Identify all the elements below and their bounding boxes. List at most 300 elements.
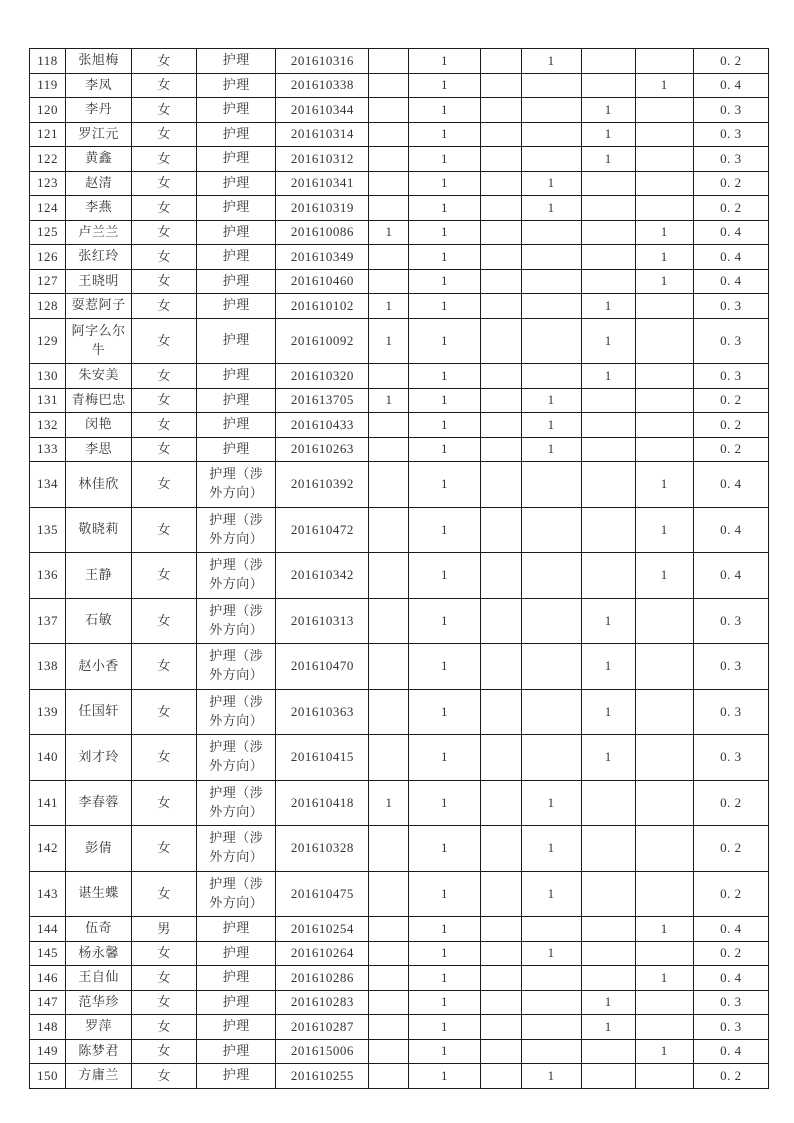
major-text: 护理（涉外方向） <box>209 784 264 819</box>
cell-row-number: 142 <box>30 826 66 872</box>
major-text: 护理 <box>222 969 250 985</box>
cell-major <box>197 122 276 147</box>
major-text: 护理 <box>222 52 250 68</box>
cell-mark-2: 1 <box>409 245 480 270</box>
major-text: 护理 <box>222 125 250 141</box>
cell-name <box>66 245 132 270</box>
cell-row-number: 123 <box>30 171 66 196</box>
cell-mark-5: 1 <box>581 735 635 781</box>
cell-mark-5 <box>581 966 635 991</box>
cell-mark-2: 1 <box>409 966 480 991</box>
cell-mark-1 <box>369 1064 409 1089</box>
cell-mark-2: 1 <box>409 98 480 123</box>
cell-mark-3 <box>480 294 521 319</box>
cell-name <box>66 269 132 294</box>
cell-row-number: 138 <box>30 644 66 690</box>
cell-major <box>197 269 276 294</box>
cell-gender: 女 <box>132 98 197 123</box>
cell-mark-2: 1 <box>409 122 480 147</box>
cell-student-id: 201610286 <box>276 966 369 991</box>
major-text: 护理 <box>222 199 250 215</box>
cell-mark-6 <box>635 98 693 123</box>
cell-row-number: 140 <box>30 735 66 781</box>
cell-mark-6 <box>635 388 693 413</box>
table-row <box>30 269 769 294</box>
cell-mark-5 <box>581 73 635 98</box>
cell-name <box>66 966 132 991</box>
cell-score: 0. 3 <box>693 598 768 644</box>
table-body <box>30 49 769 1089</box>
cell-mark-1 <box>369 73 409 98</box>
cell-mark-1: 1 <box>369 780 409 826</box>
cell-mark-6 <box>635 990 693 1015</box>
cell-mark-2: 1 <box>409 1064 480 1089</box>
cell-mark-5: 1 <box>581 598 635 644</box>
cell-student-id: 201610341 <box>276 171 369 196</box>
cell-mark-2: 1 <box>409 735 480 781</box>
cell-mark-5 <box>581 388 635 413</box>
cell-mark-2: 1 <box>409 917 480 942</box>
cell-gender: 女 <box>132 462 197 508</box>
cell-mark-4 <box>521 1039 581 1064</box>
cell-mark-4: 1 <box>521 871 581 917</box>
cell-mark-3 <box>480 437 521 462</box>
cell-name <box>66 364 132 389</box>
cell-mark-5 <box>581 462 635 508</box>
cell-gender: 女 <box>132 437 197 462</box>
cell-student-id: 201610418 <box>276 780 369 826</box>
cell-mark-2: 1 <box>409 1039 480 1064</box>
cell-mark-6 <box>635 294 693 319</box>
name-text: 卢兰兰 <box>78 223 119 239</box>
cell-mark-6 <box>635 826 693 872</box>
cell-major <box>197 413 276 438</box>
cell-row-number: 130 <box>30 364 66 389</box>
major-text: 护理 <box>222 440 250 456</box>
table-row <box>30 196 769 221</box>
cell-major <box>197 966 276 991</box>
cell-major <box>197 220 276 245</box>
cell-row-number: 134 <box>30 462 66 508</box>
cell-name <box>66 413 132 438</box>
cell-row-number: 135 <box>30 507 66 553</box>
cell-mark-6 <box>635 196 693 221</box>
cell-mark-6: 1 <box>635 73 693 98</box>
cell-mark-5 <box>581 196 635 221</box>
cell-mark-3 <box>480 388 521 413</box>
cell-major <box>197 1039 276 1064</box>
cell-mark-4: 1 <box>521 196 581 221</box>
cell-mark-2: 1 <box>409 507 480 553</box>
cell-mark-5 <box>581 413 635 438</box>
cell-score: 0. 3 <box>693 364 768 389</box>
cell-mark-3 <box>480 1064 521 1089</box>
table-row <box>30 122 769 147</box>
cell-mark-4 <box>521 98 581 123</box>
cell-major <box>197 553 276 599</box>
cell-name <box>66 990 132 1015</box>
cell-mark-2: 1 <box>409 196 480 221</box>
cell-major <box>197 780 276 826</box>
cell-name <box>66 196 132 221</box>
cell-mark-1 <box>369 1015 409 1040</box>
cell-major <box>197 245 276 270</box>
cell-row-number: 127 <box>30 269 66 294</box>
cell-student-id: 201615006 <box>276 1039 369 1064</box>
cell-student-id: 201610338 <box>276 73 369 98</box>
cell-mark-4 <box>521 689 581 735</box>
table-row <box>30 73 769 98</box>
cell-mark-3 <box>480 966 521 991</box>
cell-gender: 女 <box>132 1064 197 1089</box>
name-text: 伍奇 <box>85 920 113 936</box>
cell-mark-4 <box>521 735 581 781</box>
cell-mark-1: 1 <box>369 294 409 319</box>
table-row <box>30 553 769 599</box>
cell-mark-3 <box>480 364 521 389</box>
name-text: 王自仙 <box>78 969 119 985</box>
cell-name <box>66 462 132 508</box>
cell-student-id: 201613705 <box>276 388 369 413</box>
major-text: 护理 <box>222 416 250 432</box>
table-row <box>30 462 769 508</box>
major-text: 护理 <box>222 297 250 313</box>
cell-student-id: 201610363 <box>276 689 369 735</box>
cell-mark-6 <box>635 122 693 147</box>
cell-mark-5 <box>581 1064 635 1089</box>
cell-gender: 女 <box>132 966 197 991</box>
cell-mark-5: 1 <box>581 1015 635 1040</box>
cell-mark-2: 1 <box>409 826 480 872</box>
cell-mark-1 <box>369 122 409 147</box>
cell-row-number: 148 <box>30 1015 66 1040</box>
cell-mark-3 <box>480 269 521 294</box>
cell-row-number: 147 <box>30 990 66 1015</box>
cell-score: 0. 2 <box>693 388 768 413</box>
cell-student-id: 201610264 <box>276 941 369 966</box>
cell-mark-4 <box>521 269 581 294</box>
name-text: 范华珍 <box>78 993 119 1009</box>
cell-mark-1 <box>369 871 409 917</box>
cell-major <box>197 73 276 98</box>
cell-mark-1 <box>369 437 409 462</box>
cell-mark-1: 1 <box>369 220 409 245</box>
major-text: 护理 <box>222 248 250 264</box>
table-row <box>30 388 769 413</box>
cell-mark-3 <box>480 780 521 826</box>
table-row <box>30 689 769 735</box>
table-row <box>30 871 769 917</box>
cell-mark-3 <box>480 689 521 735</box>
cell-major <box>197 941 276 966</box>
student-roster-table <box>29 48 769 1089</box>
cell-gender: 女 <box>132 644 197 690</box>
cell-major <box>197 462 276 508</box>
cell-score: 0. 4 <box>693 966 768 991</box>
cell-mark-2: 1 <box>409 318 480 364</box>
cell-major <box>197 1064 276 1089</box>
table-row <box>30 220 769 245</box>
cell-mark-5 <box>581 780 635 826</box>
cell-student-id: 201610092 <box>276 318 369 364</box>
cell-name <box>66 49 132 74</box>
cell-gender: 女 <box>132 122 197 147</box>
major-text: 护理 <box>222 150 250 166</box>
cell-mark-1 <box>369 966 409 991</box>
cell-major <box>197 826 276 872</box>
cell-student-id: 201610344 <box>276 98 369 123</box>
cell-mark-3 <box>480 171 521 196</box>
cell-row-number: 146 <box>30 966 66 991</box>
cell-mark-6: 1 <box>635 245 693 270</box>
cell-mark-4 <box>521 990 581 1015</box>
name-text: 石敏 <box>85 612 113 628</box>
major-text: 护理 <box>222 76 250 92</box>
cell-mark-1 <box>369 269 409 294</box>
cell-score: 0. 4 <box>693 269 768 294</box>
cell-mark-5: 1 <box>581 294 635 319</box>
table-row <box>30 644 769 690</box>
table-row <box>30 98 769 123</box>
major-text: 护理（涉外方向） <box>209 830 264 865</box>
cell-mark-2: 1 <box>409 147 480 172</box>
cell-row-number: 125 <box>30 220 66 245</box>
cell-mark-3 <box>480 871 521 917</box>
cell-mark-4: 1 <box>521 1064 581 1089</box>
cell-student-id: 201610349 <box>276 245 369 270</box>
table-row <box>30 780 769 826</box>
cell-name <box>66 826 132 872</box>
cell-row-number: 137 <box>30 598 66 644</box>
table-row <box>30 990 769 1015</box>
cell-mark-4 <box>521 598 581 644</box>
cell-mark-2: 1 <box>409 437 480 462</box>
table-row <box>30 941 769 966</box>
cell-row-number: 119 <box>30 73 66 98</box>
cell-mark-3 <box>480 826 521 872</box>
cell-mark-4 <box>521 294 581 319</box>
cell-major <box>197 1015 276 1040</box>
table-row <box>30 917 769 942</box>
cell-major <box>197 507 276 553</box>
cell-mark-2: 1 <box>409 780 480 826</box>
cell-row-number: 136 <box>30 553 66 599</box>
cell-gender: 女 <box>132 689 197 735</box>
cell-student-id: 201610470 <box>276 644 369 690</box>
name-text: 刘才玲 <box>78 748 119 764</box>
table-row <box>30 437 769 462</box>
cell-mark-1 <box>369 826 409 872</box>
cell-mark-2: 1 <box>409 644 480 690</box>
major-text: 护理（涉外方向） <box>209 875 264 910</box>
cell-row-number: 128 <box>30 294 66 319</box>
cell-mark-5: 1 <box>581 147 635 172</box>
cell-mark-1 <box>369 364 409 389</box>
cell-row-number: 131 <box>30 388 66 413</box>
cell-mark-2: 1 <box>409 462 480 508</box>
major-text: 护理 <box>222 223 250 239</box>
cell-gender: 女 <box>132 269 197 294</box>
cell-score: 0. 3 <box>693 644 768 690</box>
cell-mark-1 <box>369 507 409 553</box>
cell-student-id: 201610312 <box>276 147 369 172</box>
cell-student-id: 201610254 <box>276 917 369 942</box>
table-row <box>30 507 769 553</box>
cell-mark-2: 1 <box>409 598 480 644</box>
cell-gender: 女 <box>132 294 197 319</box>
table-row <box>30 735 769 781</box>
cell-score: 0. 3 <box>693 98 768 123</box>
cell-mark-5 <box>581 917 635 942</box>
cell-mark-5 <box>581 826 635 872</box>
cell-mark-6 <box>635 364 693 389</box>
cell-student-id: 201610472 <box>276 507 369 553</box>
cell-row-number: 129 <box>30 318 66 364</box>
cell-major <box>197 49 276 74</box>
cell-row-number: 150 <box>30 1064 66 1089</box>
cell-mark-6 <box>635 689 693 735</box>
cell-name <box>66 689 132 735</box>
cell-student-id: 201610316 <box>276 49 369 74</box>
cell-score: 0. 4 <box>693 73 768 98</box>
cell-mark-3 <box>480 220 521 245</box>
cell-mark-3 <box>480 644 521 690</box>
cell-major <box>197 598 276 644</box>
cell-mark-1 <box>369 644 409 690</box>
cell-score: 0. 2 <box>693 171 768 196</box>
major-text: 护理 <box>222 367 250 383</box>
cell-row-number: 143 <box>30 871 66 917</box>
cell-major <box>197 318 276 364</box>
cell-mark-2: 1 <box>409 171 480 196</box>
cell-student-id: 201610255 <box>276 1064 369 1089</box>
cell-mark-4 <box>521 462 581 508</box>
cell-row-number: 144 <box>30 917 66 942</box>
table-row <box>30 171 769 196</box>
cell-mark-3 <box>480 122 521 147</box>
name-text: 李凤 <box>85 76 113 92</box>
cell-mark-3 <box>480 462 521 508</box>
name-text: 任国轩 <box>78 703 119 719</box>
name-text: 罗萍 <box>85 1018 113 1034</box>
name-text: 闵艳 <box>85 416 113 432</box>
cell-score: 0. 2 <box>693 941 768 966</box>
cell-mark-6: 1 <box>635 507 693 553</box>
cell-mark-5: 1 <box>581 644 635 690</box>
cell-student-id: 201610460 <box>276 269 369 294</box>
table-row <box>30 1064 769 1089</box>
cell-mark-3 <box>480 553 521 599</box>
cell-mark-3 <box>480 413 521 438</box>
cell-mark-4 <box>521 318 581 364</box>
cell-name <box>66 941 132 966</box>
cell-gender: 女 <box>132 318 197 364</box>
cell-mark-6 <box>635 644 693 690</box>
name-text: 敬晓莉 <box>78 521 119 537</box>
cell-mark-4 <box>521 364 581 389</box>
cell-mark-4: 1 <box>521 826 581 872</box>
cell-mark-1: 1 <box>369 318 409 364</box>
cell-gender: 女 <box>132 941 197 966</box>
table-row <box>30 826 769 872</box>
cell-mark-5: 1 <box>581 990 635 1015</box>
cell-major <box>197 388 276 413</box>
cell-mark-2: 1 <box>409 990 480 1015</box>
cell-mark-6: 1 <box>635 1039 693 1064</box>
name-text: 黄鑫 <box>85 150 113 166</box>
cell-major <box>197 196 276 221</box>
cell-mark-6 <box>635 413 693 438</box>
major-text: 护理（涉外方向） <box>209 466 264 501</box>
cell-mark-5: 1 <box>581 689 635 735</box>
cell-mark-2: 1 <box>409 941 480 966</box>
cell-mark-5 <box>581 220 635 245</box>
table-row <box>30 294 769 319</box>
cell-score: 0. 2 <box>693 1064 768 1089</box>
cell-mark-5: 1 <box>581 364 635 389</box>
cell-gender: 女 <box>132 1015 197 1040</box>
cell-mark-1 <box>369 689 409 735</box>
name-text: 张旭梅 <box>78 52 119 68</box>
cell-mark-2: 1 <box>409 1015 480 1040</box>
cell-mark-4 <box>521 122 581 147</box>
cell-major <box>197 917 276 942</box>
cell-name <box>66 735 132 781</box>
cell-score: 0. 4 <box>693 1039 768 1064</box>
cell-mark-4: 1 <box>521 171 581 196</box>
cell-name <box>66 437 132 462</box>
cell-name <box>66 507 132 553</box>
name-text: 朱安美 <box>78 367 119 383</box>
cell-name <box>66 122 132 147</box>
cell-mark-3 <box>480 73 521 98</box>
cell-major <box>197 294 276 319</box>
cell-student-id: 201610342 <box>276 553 369 599</box>
cell-mark-6 <box>635 147 693 172</box>
cell-score: 0. 3 <box>693 147 768 172</box>
major-text: 护理 <box>222 272 250 288</box>
major-text: 护理（涉外方向） <box>209 511 264 546</box>
table-row <box>30 1015 769 1040</box>
cell-mark-1 <box>369 171 409 196</box>
cell-score: 0. 3 <box>693 1015 768 1040</box>
cell-mark-4 <box>521 917 581 942</box>
cell-name <box>66 98 132 123</box>
cell-mark-5 <box>581 941 635 966</box>
cell-mark-5 <box>581 245 635 270</box>
cell-mark-1 <box>369 941 409 966</box>
cell-score: 0. 3 <box>693 735 768 781</box>
cell-student-id: 201610415 <box>276 735 369 781</box>
cell-name <box>66 644 132 690</box>
cell-name <box>66 388 132 413</box>
cell-gender: 女 <box>132 1039 197 1064</box>
name-text: 李丹 <box>85 101 113 117</box>
major-text: 护理 <box>222 944 250 960</box>
cell-mark-6 <box>635 941 693 966</box>
cell-row-number: 118 <box>30 49 66 74</box>
cell-mark-5 <box>581 437 635 462</box>
cell-mark-5 <box>581 507 635 553</box>
major-text: 护理 <box>222 101 250 117</box>
table-row <box>30 413 769 438</box>
cell-mark-3 <box>480 1015 521 1040</box>
cell-mark-4: 1 <box>521 437 581 462</box>
cell-row-number: 145 <box>30 941 66 966</box>
cell-gender: 女 <box>132 598 197 644</box>
cell-name <box>66 1039 132 1064</box>
cell-mark-4: 1 <box>521 49 581 74</box>
